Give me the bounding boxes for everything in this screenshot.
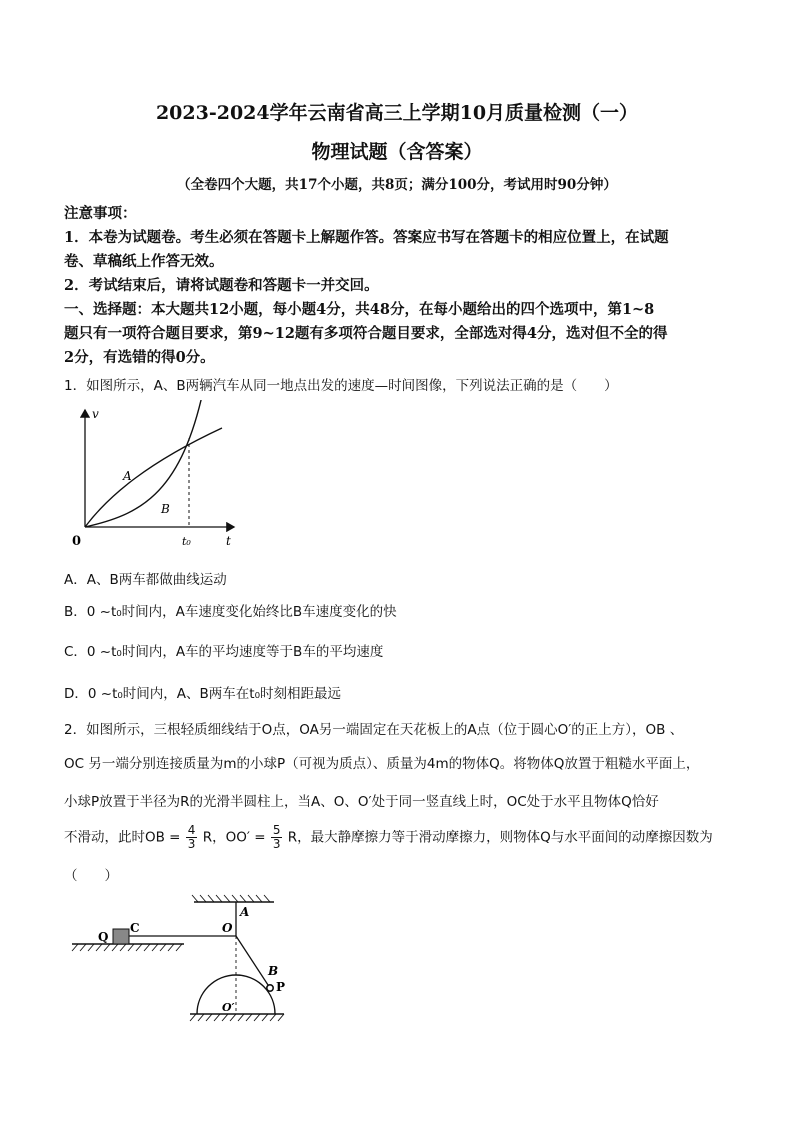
curve-a xyxy=(85,428,222,527)
q1-option-a: A．A、B两车都做曲线运动 xyxy=(64,572,227,588)
q1-option-b: B．0 ~t₀时间内，A车速度变化始终比B车速度变化的快 xyxy=(64,604,397,620)
t-label: t xyxy=(226,534,231,548)
notice-item1-line1: 1．本卷为试题卷。考生必须在答题卡上解题作答。答案应书写在答题卡的相应位置上，在试题 xyxy=(64,229,669,246)
v-label: v xyxy=(92,407,99,421)
label-o: O xyxy=(222,921,233,935)
t0-label: t₀ xyxy=(182,535,191,548)
exam-title: 2023-2024学年云南省高三上学期10月质量检测（一） xyxy=(155,102,639,124)
origin-label: 0 xyxy=(72,534,82,549)
notice-item2: 2．考试结束后，请将试题卷和答题卡一并交回。 xyxy=(64,277,379,294)
q2-line4 xyxy=(64,824,744,851)
exam-meta: （全卷四个大题，共17个小题，共8页；满分100分，考试用时90分钟） xyxy=(177,177,617,193)
fraction-4-3: $\frac{4}{3}$ xyxy=(187,823,196,851)
q1-stem: 1．如图所示，A、B两辆汽车从同一地点出发的速度—时间图像，下列说法正确的是（ ） xyxy=(64,378,618,394)
label-q: Q xyxy=(98,930,109,944)
curve-a-label: A xyxy=(123,469,132,483)
q2-line4-b: R，OO′ = xyxy=(202,829,266,846)
rope-ob xyxy=(236,936,270,988)
q2-line5: （ ） xyxy=(64,868,118,884)
q2-line4-c: R，最大静摩擦力等于滑动摩擦力，则物体Q与水平面间的动摩擦因数为 xyxy=(287,829,713,846)
q2-line2: OC 另一端分别连接质量为m的小球P（可视为质点）、质量为4m的物体Q。将物体Q放置于粗糙水平面上， xyxy=(64,756,700,772)
section1-line1: 一、选择题：本大题共12小题，每小题4分，共48分，在每小题给出的四个选项中，第1~8 xyxy=(64,301,655,318)
curve-b-label: B xyxy=(161,502,170,516)
q1-option-c: C．0 ~t₀时间内，A车的平均速度等于B车的平均速度 xyxy=(64,644,384,660)
label-o-prime: O′ xyxy=(222,1001,235,1014)
notice-heading: 注意事项： xyxy=(64,205,137,222)
ball-p xyxy=(267,985,273,991)
q2-line1: 2．如图所示，三根轻质细线结于O点，OA另一端固定在天花板上的A点（位于圆心O′的正上方），OB 、 xyxy=(64,722,684,738)
exam-subtitle: 物理试题（含答案） xyxy=(311,141,483,163)
fraction-5-3: $\frac{5}{3}$ xyxy=(272,823,281,851)
q2-line3: 小球P放置于半径为R的光滑半圆柱上，当A、O、O′处于同一竖直线上时，OC处于水平且物体Q恰好 xyxy=(64,794,659,810)
notice-item1-line2: 卷、草稿纸上作答无效。 xyxy=(64,253,224,270)
label-b: B xyxy=(268,964,279,978)
label-p: P xyxy=(276,980,286,994)
q2-line4-a: 不滑动，此时OB = xyxy=(64,829,181,846)
curve-b xyxy=(85,400,202,527)
q2-rope-diagram xyxy=(64,890,304,1030)
section1-line3: 2分，有选错的得0分。 xyxy=(64,349,215,366)
q1-option-d: D．0 ~t₀时间内，A、B两车在t₀时刻相距最远 xyxy=(64,686,341,702)
block-q xyxy=(113,929,129,944)
label-a: A xyxy=(240,905,250,919)
q1-vt-graph xyxy=(64,400,244,560)
label-c: C xyxy=(130,921,140,935)
section1-line2: 题只有一项符合题目要求，第9~12题有多项符合题目要求，全部选对得4分，选对但不全的得 xyxy=(64,325,668,342)
